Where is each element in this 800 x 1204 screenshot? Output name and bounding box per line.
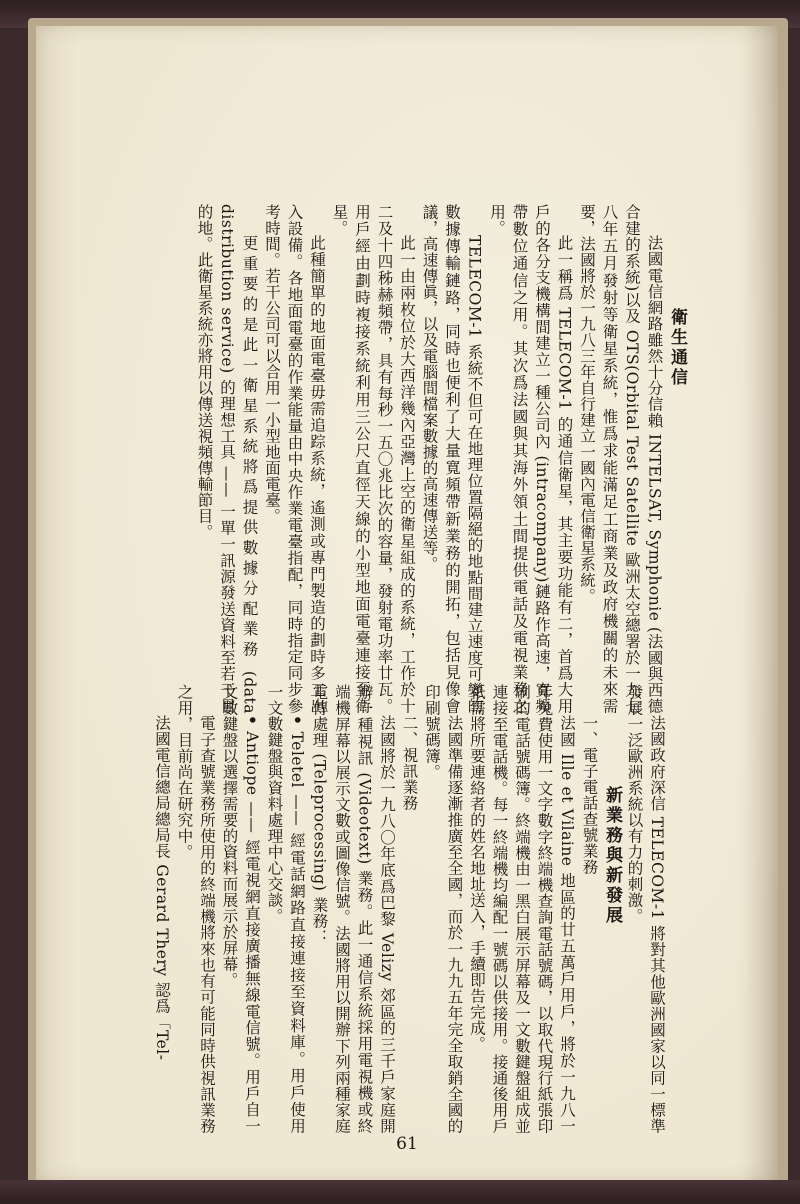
paragraph: 電子查號業務所使用的終端機將來也有可能同時供視訊業務之用，目前尚在研究中。: [175, 684, 216, 1134]
book-page: [36, 26, 778, 1182]
paragraph: 法國準備逐漸推廣至全國，而於一九九五年完全取銷全國的印刷號碼簿。: [423, 684, 464, 1134]
paragraph: 此一稱爲 TELECOM-1 的通信衛星，其主要功能有二，首爲大用戶的各分支機構間建立一種公司內 (intracompany)鏈路作高速，寬頻帶數位通信之用。其次爲法國與其海外領土間提供電話及電視業務之用。: [488, 204, 574, 714]
bullet-term: Antiope: [243, 731, 261, 796]
subheading-electronic-directory: 一、電子電話查號業務: [580, 715, 599, 875]
bullet-item-teletel: [263, 684, 308, 1134]
new-services-section: [108, 684, 668, 1134]
paragraph: 更重要的是此一衛星系統將爲提供數據分配業務 (data distribution service) 的理想工具 —— 一單一訊源發送資料至若干目的地。此衛星系統亦將用以傳送視頻傳輸節目。: [195, 204, 259, 714]
satellite-section: [108, 204, 688, 714]
paragraph: 此種簡單的地面電臺毋需追踪系統，遙測或專門製造的劃時多工出入設備。各地面電臺的作業能量由中央作業電臺指配，同時指定同步參考時間。若干公司可以合用一小型地面電臺。: [263, 204, 326, 714]
section-heading-satellite: 衛生通信: [667, 308, 687, 388]
bullet-term: Teletel: [288, 731, 306, 788]
page-number: 61: [396, 1134, 418, 1154]
paragraph: 法國將於一九八〇年底爲巴黎 Velizy 郊區的三千戶家庭開辦一種視訊 (Videotext) 業務。此一通信系統採用電視機或終端機屏幕以展示文數或圖像信號。法國將用以開辦下列兩種家庭電傳處理 (Teleprocessing) 業務：: [310, 684, 396, 1134]
paragraph: 法國電信網路雖然十分信賴 INTELSAT, Symphonie (法國與西德合建的系統)以及 OTS(Orbital Test Satellite 歐洲太空總署於一九七八年五月發射等衛星系統，惟爲求能滿足工商業及政府機關的未來需要，法國將於一九八三年自行建立一國內電信衛星系統。: [578, 204, 664, 714]
section-heading-new-services: 新業務與新發展: [602, 786, 622, 926]
paragraph: 法國電信總局總局長 Gerard Thery 認爲「Tel-: [153, 715, 171, 1061]
book-cover-bottom: [0, 1180, 800, 1204]
bullet-text: —— 經電視網直接廣播無線電信號。用戶自一文數鍵盤以選擇需要的資料而展示於屏幕。: [220, 684, 261, 1134]
bullet-dot-icon: •: [288, 715, 307, 726]
paragraph: 此一由兩枚位於大西洋幾內亞灣上空的衛星組成的系統，工作於十二及十四秭赫頻帶，具有每秒一五〇兆比次的容量，發射電功率廿瓦。用戶經由劃時複接系統利用三公尺直徑天線的小型地面電臺連接至衛星。: [330, 204, 416, 714]
bullet-item-antiope: [218, 684, 263, 1134]
page-shadow: [744, 26, 778, 1182]
bullet-text: —— 經電話網路直接連接至資料庫。用戶使用一文數鍵盤與資料處理中心交談。: [265, 684, 306, 1134]
subheading-videotext: 二、視訊業務: [400, 715, 419, 811]
paragraph: 法國 Ille et Vilaine 地區的廿五萬戶用戶，將於一九八一年免費使用一文字數字終端機查詢電話號碼，以取代現行紙張印刷的電話號碼簿。終端機由一黑白展示屏幕及一文數鍵盤組成並連接至電話機。每一終端機均編配一號碼以供接用。接通後用戶祇需將所要連絡者的姓名地址送入，手續即告完成。: [468, 684, 576, 1134]
bullet-dot-icon: •: [243, 715, 262, 726]
paragraph: TELECOM-1 系統不但可在地理位置隔絕的地點間建立速度可變的數據傳輸鏈路，同時也便利了大量寬頻帶新業務的開拓，包括見像會議，高速傳眞，以及電腦間檔案數據的高速傳送等。: [420, 204, 484, 714]
paragraph: 法國政府深信 TELECOM-1 將對其他歐洲國家以同一標準發展一泛歐洲系統以有力的刺激。: [625, 684, 666, 1134]
